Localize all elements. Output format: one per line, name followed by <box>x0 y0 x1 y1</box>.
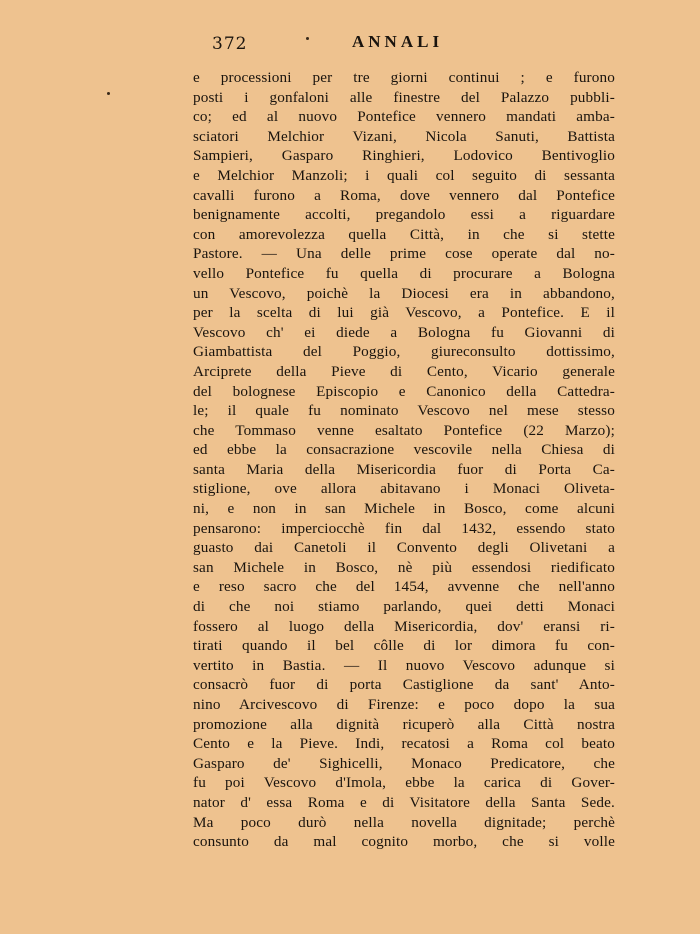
text-line: cavalli furono a Roma, dove vennero dal Pontefice <box>193 186 615 204</box>
text-line: le; il quale fu nominato Vescovo nel mese stesso <box>193 402 615 420</box>
text-line: promozione alla dignità ricuperò alla Città nostra <box>193 715 615 733</box>
text-line: nino Arcivescovo di Firenze: e poco dopo la sua <box>193 696 615 713</box>
text-line: che Tommaso venne esaltato Pontefice (22 Marzo); <box>193 421 615 439</box>
body-text <box>193 68 615 852</box>
text-line: un Vescovo, poichè la Diocesi era in abbandono, <box>193 284 615 302</box>
text-line: tirati quando il bel côlle di lor dimora fu con- <box>193 637 615 655</box>
text-line: pensarono: imperciocchè fin dal 1432, essendo stato <box>193 519 615 537</box>
text-line: san Michele in Bosco, nè più essendosi riedificato <box>193 558 615 576</box>
text-line: ed ebbe la consacrazione vescovile nella Chiesa di <box>193 441 615 459</box>
text-line: Sampieri, Gasparo Ringhieri, Lodovico Bentivoglio <box>193 147 615 165</box>
text-line: vertito in Bastia. — Il nuovo Vescovo adunque si <box>193 656 615 674</box>
text-line: consunto da mal cognito morbo, che si volle <box>193 833 615 851</box>
text-line: del bolognese Episcopio e Canonico della Cattedra- <box>193 382 615 400</box>
text-line: posti i gonfaloni alle finestre del Palazzo pubbli- <box>193 88 615 106</box>
text-line: e processioni per tre giorni continui ; e furono <box>193 69 615 86</box>
text-line: Arciprete della Pieve di Cento, Vicario generale <box>193 362 615 380</box>
text-line: vello Pontefice fu quella di procurare a Bologna <box>193 264 615 282</box>
text-line: sciatori Melchior Vizani, Nicola Sanuti, Battista <box>193 127 615 145</box>
text-line: Pastore. — Una delle prime cose operate dal no- <box>193 245 615 263</box>
text-line: e Melchior Manzoli; i quali col seguito di sessanta <box>193 166 615 184</box>
text-line: Cento e la Pieve. Indi, recatosi a Roma col beato <box>193 735 615 753</box>
text-line: e reso sacro che del 1454, avvenne che nell'anno <box>193 578 615 596</box>
text-line: guasto dai Canetoli il Convento degli Olivetani a <box>193 539 615 557</box>
text-line: nator d' essa Roma e di Visitatore della Santa Sede. <box>193 793 615 811</box>
ink-speck <box>107 92 110 95</box>
page-header <box>192 32 482 58</box>
text-line: fu poi Vescovo d'Imola, ebbe la carica di Gover- <box>193 774 615 792</box>
text-line: Giambattista del Poggio, giureconsulto dottissimo, <box>193 343 615 361</box>
text-line: benignamente accolti, pregandolo essi a riguardare <box>193 206 615 224</box>
text-line: santa Maria della Misericordia fuor di Porta Ca- <box>193 460 615 478</box>
text-line: Vescovo ch' ei diede a Bologna fu Giovanni di <box>193 323 615 341</box>
text-line: fossero al luogo della Misericordia, dov' eransi ri- <box>193 617 615 635</box>
text-line: Gasparo de' Sighicelli, Monaco Predicatore, che <box>193 754 615 772</box>
ink-speck <box>306 37 309 40</box>
text-line: di che noi stiamo parlando, quei detti Monaci <box>193 598 615 616</box>
text-line: ni, e non in san Michele in Bosco, come alcuni <box>193 500 615 518</box>
text-line: co; ed al nuovo Pontefice vennero mandati amba- <box>193 108 615 126</box>
text-line: stiglione, ove allora abitavano i Monaci Oliveta- <box>193 480 615 498</box>
page-number: 372 <box>212 34 248 54</box>
text-line: Ma poco durò nella novella dignitade; perchè <box>193 813 615 831</box>
text-line: per la scelta di lui già Vescovo, a Pontefice. E il <box>193 304 615 322</box>
running-head-title: ANNALI <box>352 32 444 51</box>
text-line: consacrò fuor di porta Castiglione da sant' Anto- <box>193 676 615 694</box>
text-line: con amorevolezza quella Città, in che si stette <box>193 225 615 243</box>
